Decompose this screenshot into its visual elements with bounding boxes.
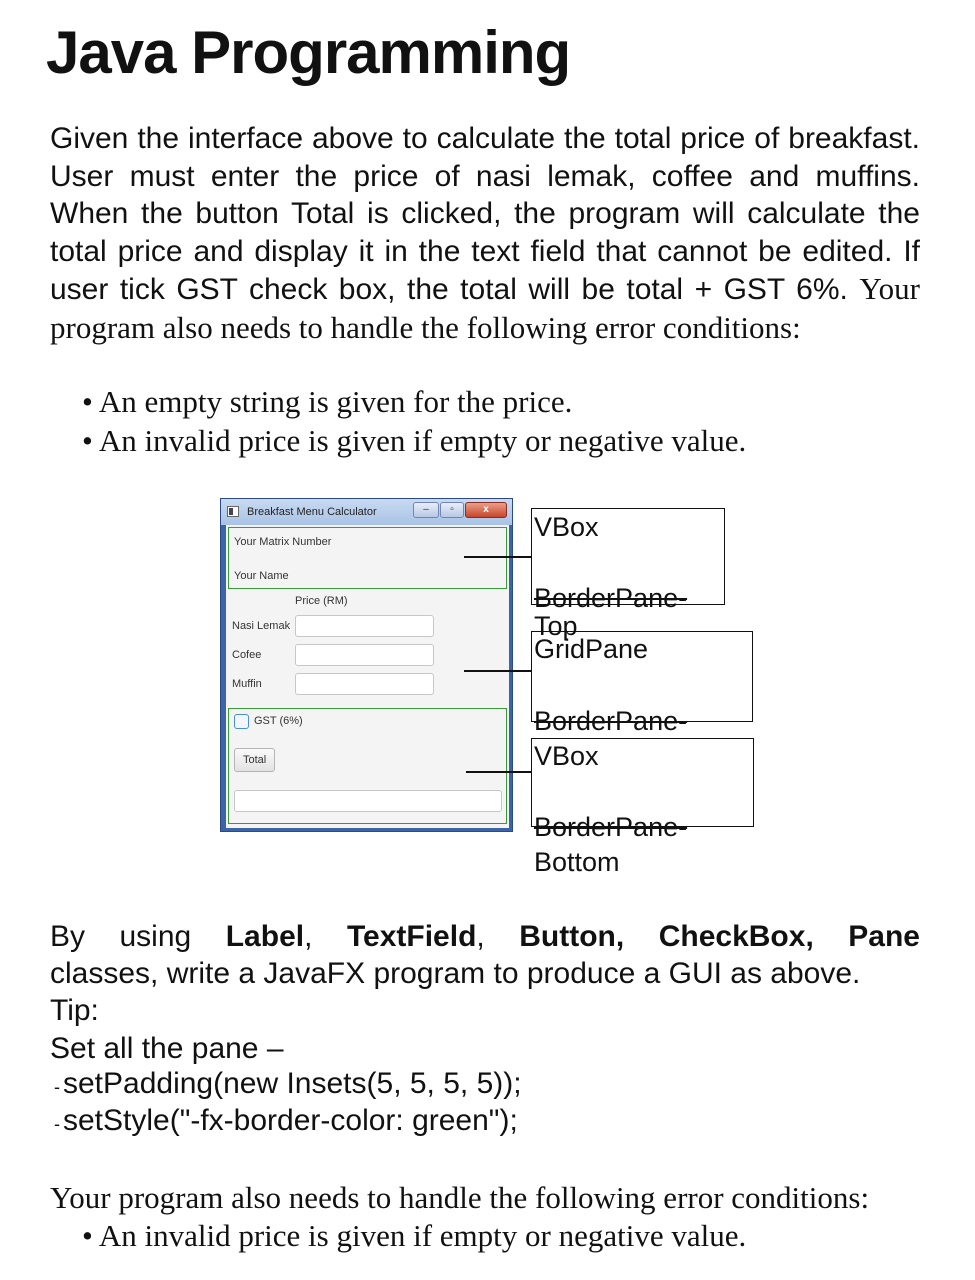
dash: - — [54, 1114, 60, 1134]
coffee-field[interactable] — [295, 644, 434, 666]
page-title: Java Programming — [46, 19, 571, 86]
dash: - — [54, 1077, 60, 1097]
callout-connector-top — [464, 556, 532, 558]
total-output-field — [234, 790, 502, 812]
class-label: Label — [225, 920, 305, 953]
muffin-label: Muffin — [232, 678, 262, 690]
class-pane: Pane — [848, 920, 920, 953]
maximize-icon[interactable]: ▫ — [440, 502, 464, 518]
callout-center-sub: BorderPane- — [534, 706, 688, 736]
usage-sep: , — [304, 920, 313, 953]
window-body — [226, 525, 509, 828]
app-window-screenshot — [220, 498, 513, 832]
error-list-top — [82, 382, 746, 460]
set-all-pane: Set all the pane – — [50, 1032, 284, 1065]
close-icon[interactable]: x — [465, 502, 507, 518]
window-title: Breakfast Menu Calculator — [247, 506, 377, 518]
callout-bottom-sub: BorderPane- — [534, 812, 688, 842]
class-checkbox: CheckBox, — [658, 920, 814, 953]
callout-top-title: VBox — [534, 512, 599, 542]
nasi-lemak-label: Nasi Lemak — [232, 620, 291, 632]
callout-top-sub: BorderPane- — [534, 583, 688, 613]
code-line-style — [54, 1104, 518, 1138]
top-vbox-region — [228, 527, 507, 589]
matrix-number-label: Your Matrix Number — [234, 536, 332, 548]
minimize-icon[interactable]: – — [413, 502, 439, 518]
class-button: Button, — [519, 920, 625, 953]
usage-pre: By using — [50, 920, 192, 953]
callout-bottom-sub2: Bottom — [534, 847, 620, 877]
name-label: Your Name — [234, 570, 289, 582]
callout-connector-bottom — [466, 771, 532, 773]
coffee-label: Cofee — [232, 649, 262, 661]
app-icon — [227, 506, 239, 517]
final-text: Your program also needs to handle the following error conditions: — [50, 1180, 870, 1215]
list-item: • An invalid price is given if empty or negative value. — [82, 421, 746, 460]
usage-line-1 — [50, 918, 920, 956]
bottom-vbox-region — [228, 708, 507, 824]
list-item: • An empty string is given for the price. — [82, 382, 746, 421]
list-item: • An invalid price is given if empty or negative value. — [82, 1216, 746, 1255]
intro-serif-text: Your program also needs to handle the following error conditions: — [50, 271, 920, 345]
code-style: setStyle("-fx-border-color: green"); — [63, 1104, 518, 1137]
callout-bottom-title: VBox — [534, 741, 599, 771]
callout-connector-center — [464, 670, 532, 672]
muffin-field[interactable] — [295, 673, 434, 695]
tip-label: Tip: — [50, 994, 99, 1027]
callout-top-cut: Top — [534, 611, 578, 641]
total-button[interactable]: Total — [234, 748, 275, 772]
callout-center-title: GridPane — [534, 634, 649, 664]
usage-line-2: classes, write a JavaFX program to produce a GUI as above. — [50, 957, 861, 990]
gst-label: GST (6%) — [254, 715, 303, 727]
class-textfield: TextField — [346, 920, 477, 953]
code-line-padding — [54, 1067, 522, 1101]
gst-checkbox[interactable] — [234, 714, 249, 729]
intro-sans-text: Given the interface above to calculate the total price of breakfast. User must enter the price of nasi lemak, coffee and muffins. When the button Total is clicked, the program will calculate the total price and display it in the text field that cannot be edited. If user tick GST check box, the total will be total + GST 6%. — [50, 122, 920, 306]
price-header: Price (RM) — [295, 595, 348, 607]
window-titlebar — [221, 499, 512, 525]
error-list-bottom — [82, 1216, 746, 1255]
usage-sep: , — [476, 920, 485, 953]
nasi-lemak-field[interactable] — [295, 615, 434, 637]
code-padding: setPadding(new Insets(5, 5, 5, 5)); — [63, 1067, 522, 1100]
intro-paragraph — [50, 120, 920, 347]
